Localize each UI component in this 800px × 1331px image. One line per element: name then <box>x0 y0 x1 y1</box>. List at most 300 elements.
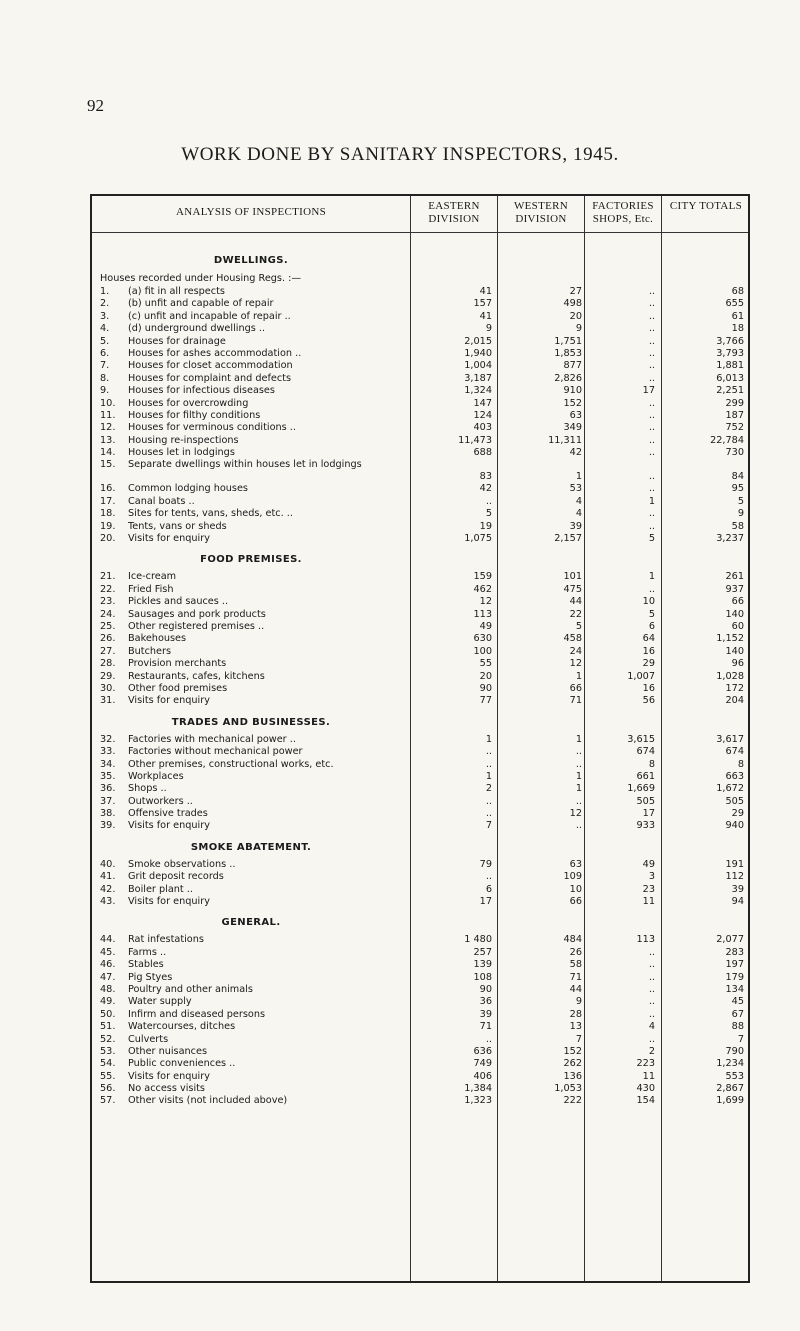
factories-value: .. <box>648 959 655 971</box>
row-number: 53. <box>100 1045 116 1057</box>
factories-value: .. <box>648 347 655 359</box>
city-total-value: 67 <box>731 1008 744 1020</box>
row-number: 54. <box>100 1058 116 1070</box>
western-value: 877 <box>563 360 582 372</box>
eastern-value: 630 <box>473 633 492 645</box>
eastern-value: 9 <box>485 323 492 335</box>
row-label: Public conveniences .. <box>128 1058 236 1070</box>
row-label: Houses for closet accommodation <box>128 360 293 372</box>
factories-value: 1 <box>648 571 655 583</box>
western-value: 1 <box>575 770 582 782</box>
eastern-value: 1 480 <box>464 934 492 946</box>
western-value: 5 <box>575 620 582 632</box>
city-total-value: 7 <box>737 1033 744 1045</box>
western-value: 44 <box>569 596 582 608</box>
city-total-value: 2,867 <box>716 1083 744 1095</box>
western-value: 27 <box>569 286 582 297</box>
factories-value: .. <box>648 335 655 347</box>
row-label: Other premises, constructional works, etc. <box>128 758 334 770</box>
city-total-value: 95 <box>731 483 744 495</box>
header-city-totals: CITY TOTALS <box>669 200 743 212</box>
eastern-value: 71 <box>479 1021 492 1033</box>
eastern-value: 406 <box>473 1070 492 1082</box>
eastern-value: 124 <box>473 409 492 421</box>
row-label: Ice-cream <box>128 571 177 583</box>
factories-value: 49 <box>642 858 655 870</box>
table-row <box>92 695 748 707</box>
factories-value: 674 <box>636 746 655 758</box>
row-label: Smoke observations .. <box>128 858 236 870</box>
western-value: 71 <box>569 971 582 983</box>
row-label: Canal boats .. <box>128 495 195 507</box>
table-row <box>92 783 748 795</box>
row-label: Outworkers .. <box>128 795 193 807</box>
western-value: 498 <box>563 298 582 310</box>
row-number: 20. <box>100 533 116 545</box>
row-number: 55. <box>100 1070 116 1082</box>
city-total-value: 1,699 <box>716 1095 744 1107</box>
row-number: 56. <box>100 1083 116 1095</box>
table-row <box>92 508 748 520</box>
city-total-value: 94 <box>731 896 744 908</box>
table-row <box>92 621 748 633</box>
table-row <box>92 1058 748 1070</box>
western-value: 20 <box>569 310 582 322</box>
eastern-value: 1,004 <box>464 360 492 372</box>
factories-value: 3 <box>648 871 655 883</box>
factories-value: 661 <box>636 770 655 782</box>
factories-value: .. <box>648 1008 655 1020</box>
table-row <box>92 459 748 483</box>
city-total-value: 655 <box>725 298 744 310</box>
city-total-value: 730 <box>725 447 744 459</box>
table-row <box>92 483 748 495</box>
city-total-value: 937 <box>725 583 744 595</box>
row-number: 10. <box>100 397 116 409</box>
western-value: 12 <box>569 808 582 820</box>
western-value: 22 <box>569 608 582 620</box>
city-total-value: 2,251 <box>716 385 744 397</box>
eastern-value: 147 <box>473 397 492 409</box>
eastern-value: 36 <box>479 996 492 1008</box>
eastern-value: 11,473 <box>458 434 492 446</box>
row-label: Houses for verminous conditions .. <box>128 422 296 434</box>
row-label: Poultry and other animals <box>128 983 253 995</box>
western-value: 28 <box>569 1008 582 1020</box>
row-label: Other registered premises .. <box>128 620 265 632</box>
table-row <box>92 934 748 946</box>
western-value: 484 <box>563 934 582 946</box>
factories-value: .. <box>648 583 655 595</box>
row-label: Houses for overcrowding <box>128 397 249 409</box>
row-number: 41. <box>100 871 116 883</box>
table-row <box>92 1083 748 1095</box>
city-total-value: 5 <box>737 495 744 507</box>
table-row <box>92 683 748 695</box>
row-label: Infirm and diseased persons <box>128 1008 266 1020</box>
city-total-value: 3,793 <box>716 347 744 359</box>
row-number: 15. <box>100 459 116 471</box>
row-number: 51. <box>100 1021 116 1033</box>
eastern-value: 55 <box>479 658 492 670</box>
western-value: 42 <box>569 447 582 459</box>
eastern-value: 403 <box>473 422 492 434</box>
eastern-value: 1,940 <box>464 347 492 359</box>
western-value: 4 <box>575 508 582 520</box>
table-row <box>92 996 748 1008</box>
eastern-value: 90 <box>479 682 492 694</box>
row-number: 13. <box>100 434 116 446</box>
row-label: Houses for infectious diseases <box>128 385 275 397</box>
row-label: Visits for enquiry <box>128 533 210 545</box>
row-number: 29. <box>100 670 116 682</box>
western-value: 1 <box>575 783 582 795</box>
city-total-value: 140 <box>725 608 744 620</box>
western-value: 26 <box>569 946 582 958</box>
row-label: Fried Fish <box>128 583 174 595</box>
city-total-value: 3,617 <box>716 733 744 745</box>
table-row <box>92 658 748 670</box>
table-row <box>92 286 748 298</box>
table-row <box>92 1095 748 1107</box>
factories-value: .. <box>648 508 655 520</box>
western-value: 1 <box>575 733 582 745</box>
row-label: Visits for enquiry <box>128 820 210 832</box>
factories-value: .. <box>648 996 655 1008</box>
factories-value: 11 <box>642 1070 655 1082</box>
row-number: 39. <box>100 820 116 832</box>
row-label: Offensive trades <box>128 808 208 820</box>
city-total-value: 663 <box>725 770 744 782</box>
eastern-value: 159 <box>473 571 492 583</box>
eastern-value: .. <box>485 871 492 883</box>
factories-value: .. <box>648 397 655 409</box>
eastern-value: 41 <box>479 310 492 322</box>
table-row <box>92 410 748 422</box>
western-value: 1,853 <box>554 347 582 359</box>
factories-value: 933 <box>636 820 655 832</box>
row-number: 25. <box>100 620 116 632</box>
city-total-value: 112 <box>725 871 744 883</box>
row-label: Factories with mechanical power .. <box>128 733 296 745</box>
row-number: 14. <box>100 447 116 459</box>
row-number: 42. <box>100 883 116 895</box>
western-value: 66 <box>569 896 582 908</box>
table-row <box>92 360 748 372</box>
section-heading: GENERAL. <box>221 917 281 929</box>
header-analysis: ANALYSIS OF INSPECTIONS <box>175 206 327 218</box>
city-total-value: 60 <box>731 620 744 632</box>
factories-value: 23 <box>642 883 655 895</box>
row-number: 36. <box>100 783 116 795</box>
eastern-value: 39 <box>479 1008 492 1020</box>
row-number: 22. <box>100 583 116 595</box>
factories-value: 1,669 <box>627 783 655 795</box>
eastern-value: 1,075 <box>464 533 492 545</box>
factories-value: 64 <box>642 633 655 645</box>
city-total-value: 88 <box>731 1021 744 1033</box>
city-total-value: 553 <box>725 1070 744 1082</box>
row-number: 34. <box>100 758 116 770</box>
eastern-value: 2 <box>485 783 492 795</box>
section-heading: SMOKE ABATEMENT. <box>190 841 312 853</box>
city-total-value: 1,881 <box>716 360 744 372</box>
western-value: 71 <box>569 695 582 707</box>
eastern-value: 688 <box>473 447 492 459</box>
table-body <box>92 246 748 1108</box>
factories-value: .. <box>648 372 655 384</box>
eastern-value: 42 <box>479 483 492 495</box>
row-number: 21. <box>100 571 116 583</box>
eastern-value: .. <box>485 795 492 807</box>
table-row <box>92 746 748 758</box>
western-value: 2,826 <box>554 372 582 384</box>
table-row <box>92 609 748 621</box>
table-row <box>92 633 748 645</box>
eastern-value: 2,015 <box>464 335 492 347</box>
factories-value: 10 <box>642 596 655 608</box>
city-total-value: 68 <box>731 286 744 297</box>
table-row <box>92 385 748 397</box>
table-row <box>92 596 748 608</box>
row-number: 12. <box>100 422 116 434</box>
table-row <box>92 959 748 971</box>
row-label: Watercourses, ditches <box>128 1021 236 1033</box>
row-label: Sites for tents, vans, sheds, etc. .. <box>128 508 293 520</box>
eastern-value: 636 <box>473 1045 492 1057</box>
section-heading: DWELLINGS. <box>213 255 289 266</box>
page-title: WORK DONE BY SANITARY INSPECTORS, 1945. <box>181 144 619 165</box>
western-value: 349 <box>563 422 582 434</box>
factories-value: .. <box>648 483 655 495</box>
row-label: Other food premises <box>128 682 228 694</box>
factories-value: .. <box>648 409 655 421</box>
row-label: Restaurants, cafes, kitchens <box>128 670 265 682</box>
western-value: .. <box>575 820 582 832</box>
city-total-value: 1,028 <box>716 670 744 682</box>
table-row <box>92 1034 748 1046</box>
eastern-value: .. <box>485 808 492 820</box>
row-label: Houses for filthy conditions <box>128 409 261 421</box>
row-number: 32. <box>100 733 116 745</box>
factories-value: .. <box>648 946 655 958</box>
western-value: 4 <box>575 495 582 507</box>
factories-value: 5 <box>648 608 655 620</box>
factories-value: .. <box>648 323 655 335</box>
factories-value: 113 <box>636 934 655 946</box>
eastern-value: 79 <box>479 858 492 870</box>
eastern-value: .. <box>485 1033 492 1045</box>
city-total-value: 752 <box>725 422 744 434</box>
row-label: No access visits <box>128 1083 205 1095</box>
factories-value: .. <box>648 286 655 297</box>
city-total-value: 134 <box>725 983 744 995</box>
factories-value: .. <box>648 983 655 995</box>
row-label: Visits for enquiry <box>128 896 210 908</box>
row-number: 23. <box>100 596 116 608</box>
row-label: (b) unfit and capable of repair <box>128 298 274 310</box>
row-number: 40. <box>100 858 116 870</box>
city-total-value: 191 <box>725 858 744 870</box>
western-value: .. <box>575 795 582 807</box>
western-value: 13 <box>569 1021 582 1033</box>
header-factories: FACTORIES SHOPS, Etc. <box>592 200 654 225</box>
eastern-value: 1 <box>485 770 492 782</box>
row-label: Farms .. <box>128 946 167 958</box>
western-value: 63 <box>569 409 582 421</box>
factories-value: 430 <box>636 1083 655 1095</box>
row-label: Other visits (not included above) <box>128 1095 288 1107</box>
factories-value: .. <box>648 971 655 983</box>
table-row <box>92 447 748 459</box>
row-label: Workplaces <box>128 770 184 782</box>
row-number: 44. <box>100 934 116 946</box>
factories-value: 2 <box>648 1045 655 1057</box>
row-number: 9. <box>100 385 110 397</box>
eastern-value: 17 <box>479 896 492 908</box>
row-label: Shops .. <box>128 783 167 795</box>
row-label: Houses let in lodgings <box>128 447 235 459</box>
table-row <box>92 947 748 959</box>
western-value: 1,053 <box>554 1083 582 1095</box>
row-label: Provision merchants <box>128 658 227 670</box>
city-total-value: 140 <box>725 645 744 657</box>
city-total-value: 66 <box>731 596 744 608</box>
row-number: 52. <box>100 1033 116 1045</box>
row-number: 2. <box>100 298 110 310</box>
city-total-value: 3,237 <box>716 533 744 545</box>
eastern-value: 6 <box>485 883 492 895</box>
eastern-value: 3,187 <box>464 372 492 384</box>
city-total-value: 1,672 <box>716 783 744 795</box>
city-total-value: 9 <box>737 508 744 520</box>
section-subheading: Houses recorded under Housing Regs. :— <box>100 273 302 284</box>
row-label: Visits for enquiry <box>128 1070 210 1082</box>
table-row <box>92 348 748 360</box>
row-label: Sausages and pork products <box>128 608 266 620</box>
factories-value: 5 <box>648 533 655 545</box>
western-value: 910 <box>563 385 582 397</box>
city-total-value: 674 <box>725 746 744 758</box>
row-number: 8. <box>100 372 110 384</box>
western-value: 39 <box>569 520 582 532</box>
factories-value: 6 <box>648 620 655 632</box>
eastern-value: 157 <box>473 298 492 310</box>
city-total-value: 22,784 <box>710 434 744 446</box>
factories-value: 223 <box>636 1058 655 1070</box>
row-label: Boiler plant .. <box>128 883 193 895</box>
western-value: 44 <box>569 983 582 995</box>
row-number: 17. <box>100 495 116 507</box>
factories-value: 17 <box>642 808 655 820</box>
eastern-value: 139 <box>473 959 492 971</box>
western-value: 152 <box>563 397 582 409</box>
row-number: 28. <box>100 658 116 670</box>
factories-value: .. <box>648 520 655 532</box>
city-total-value: 940 <box>725 820 744 832</box>
eastern-value: 749 <box>473 1058 492 1070</box>
city-total-value: 172 <box>725 682 744 694</box>
city-total-value: 84 <box>731 471 744 483</box>
row-label: Pig Styes <box>128 971 173 983</box>
row-number: 5. <box>100 335 110 347</box>
header-divider <box>92 232 748 233</box>
western-value: 1 <box>575 670 582 682</box>
eastern-value: 19 <box>479 520 492 532</box>
factories-value: 56 <box>642 695 655 707</box>
row-label: Houses for complaint and defects <box>128 372 292 384</box>
western-value: 9 <box>575 996 582 1008</box>
row-number: 50. <box>100 1008 116 1020</box>
western-value: 24 <box>569 645 582 657</box>
table-row <box>92 373 748 385</box>
row-number: 24. <box>100 608 116 620</box>
factories-value: 1,007 <box>627 670 655 682</box>
western-value: .. <box>575 758 582 770</box>
factories-value: .. <box>648 422 655 434</box>
western-value: 12 <box>569 658 582 670</box>
western-value: 66 <box>569 682 582 694</box>
eastern-value: 7 <box>485 820 492 832</box>
western-value: 10 <box>569 883 582 895</box>
row-number: 18. <box>100 508 116 520</box>
row-label: Other nuisances <box>128 1045 208 1057</box>
row-number: 43. <box>100 896 116 908</box>
western-value: 2,157 <box>554 533 582 545</box>
western-value: 109 <box>563 871 582 883</box>
western-value: 1 <box>575 471 582 483</box>
western-value: 11,311 <box>548 434 582 446</box>
row-label: Water supply <box>128 996 192 1008</box>
eastern-value: 90 <box>479 983 492 995</box>
header-western: WESTERN DIVISION <box>513 200 569 225</box>
row-label: Houses for drainage <box>128 335 226 347</box>
row-label: Factories without mechanical power <box>128 746 303 758</box>
row-number: 16. <box>100 483 116 495</box>
factories-value: .. <box>648 298 655 310</box>
row-number: 3. <box>100 310 110 322</box>
row-label: Pickles and sauces .. <box>128 596 229 608</box>
factories-value: 8 <box>648 758 655 770</box>
city-total-value: 1,152 <box>716 633 744 645</box>
city-total-value: 299 <box>725 397 744 409</box>
eastern-value: 77 <box>479 695 492 707</box>
eastern-value: 1,384 <box>464 1083 492 1095</box>
city-total-value: 6,013 <box>716 372 744 384</box>
row-number: 31. <box>100 695 116 707</box>
row-number: 27. <box>100 645 116 657</box>
section-heading: FOOD PREMISES. <box>200 554 302 566</box>
western-value: 7 <box>575 1033 582 1045</box>
city-total-value: 790 <box>725 1045 744 1057</box>
city-total-value: 1,234 <box>716 1058 744 1070</box>
row-number: 26. <box>100 633 116 645</box>
city-total-value: 505 <box>725 795 744 807</box>
row-number: 45. <box>100 946 116 958</box>
table-row <box>92 972 748 984</box>
table-row <box>92 1071 748 1083</box>
row-label: Bakehouses <box>128 633 187 645</box>
city-total-value: 96 <box>731 658 744 670</box>
factories-value: 4 <box>648 1021 655 1033</box>
factories-value: 17 <box>642 385 655 397</box>
eastern-value: 5 <box>485 508 492 520</box>
row-number: 6. <box>100 347 110 359</box>
table-row <box>92 808 748 820</box>
table-row <box>92 533 748 545</box>
table-row <box>92 323 748 335</box>
table-row <box>92 1021 748 1033</box>
